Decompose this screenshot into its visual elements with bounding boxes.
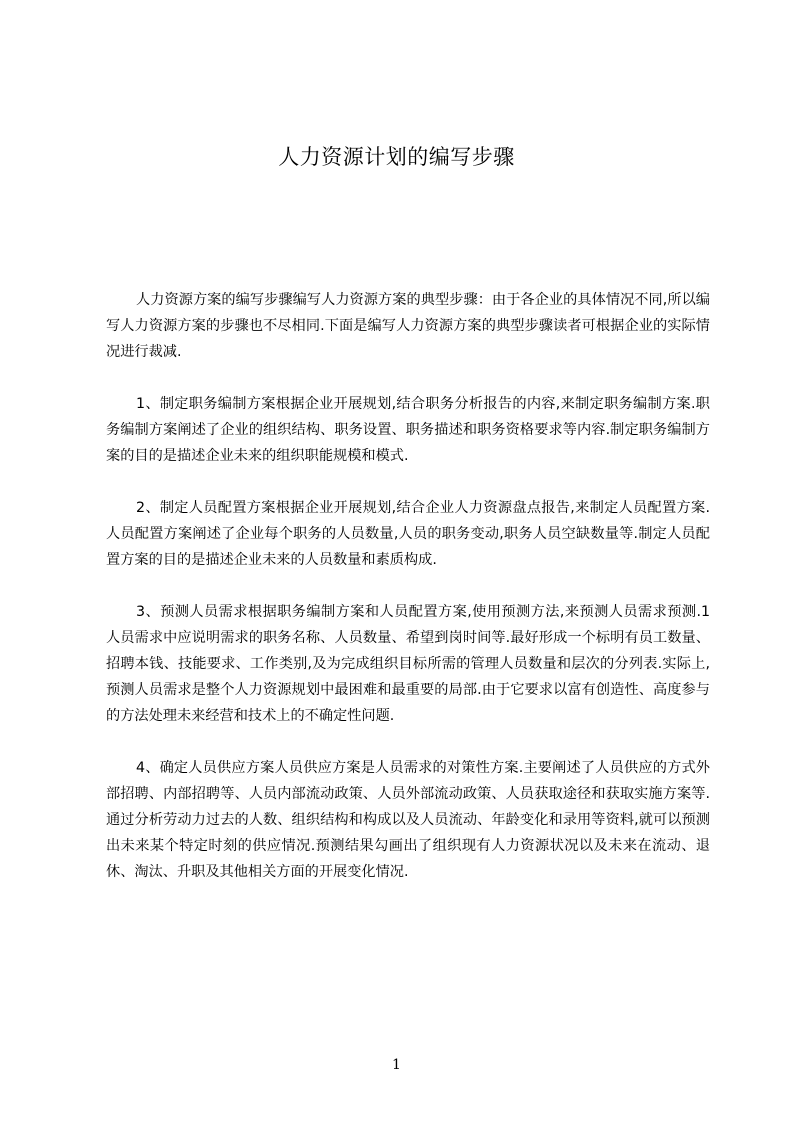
paragraph-step-1: 1、制定职务编制方案根据企业开展规划,结合职务分析报告的内容,来制定职务编制方案.职务编制方案阐述了企业的组织结构、职务设置、职务描述和职务资格要求等内容.制定职务编制方案的目的是描述企业未来的组织职能规模和模式.: [106, 396, 710, 464]
paragraph-intro: 人力资源方案的编写步骤编写人力资源方案的典型步骤：由于各企业的具体情况不同,所以编写人力资源方案的步骤也不尽相同.下面是编写人力资源方案的典型步骤读者可根据企业的实际情况进行裁减.: [106, 292, 710, 360]
paragraph-step-4: 4、确定人员供应方案人员供应方案是人员需求的对策性方案.主要阐述了人员供应的方式外部招聘、内部招聘等、人员内部流动政策、人员外部流动政策、人员获取途径和获取实施方案等.通过分析劳动力过去的人数、组织结构和构成以及人员流动、年龄变化和录用等资料,就可以预测出未来某个特定时刻的供应情况.预测结果勾画出了组织现有人力资源状况以及未来在流动、退休、淘汰、升职及其他相关方面的开展变化情况.: [106, 760, 710, 880]
page-number: 1: [392, 1057, 401, 1073]
paragraph-step-2: 2、制定人员配置方案根据企业开展规划,结合企业人力资源盘点报告,来制定人员配置方案.人员配置方案阐述了企业每个职务的人员数量,人员的职务变动,职务人员空缺数量等.制定人员配置方案的目的是描述企业未来的人员数量和素质构成.: [106, 500, 710, 568]
paragraph-step-3: 3、预测人员需求根据职务编制方案和人员配置方案,使用预测方法,来预测人员需求预测.1 人员需求中应说明需求的职务名称、人员数量、希望到岗时间等.最好形成一个标明有员工数量、招聘本钱、技能要求、工作类别,及为完成组织目标所需的管理人员数量和层次的分列表.实际上,预测人员需求是整个人力资源规划中最困难和最重要的局部.由于它要求以富有创造性、高度参与的方法处理未来经营和技术上的不确定性问题.: [106, 604, 710, 724]
document-title: 人力资源计划的编写步骤: [278, 145, 515, 169]
document-body: [106, 287, 710, 911]
